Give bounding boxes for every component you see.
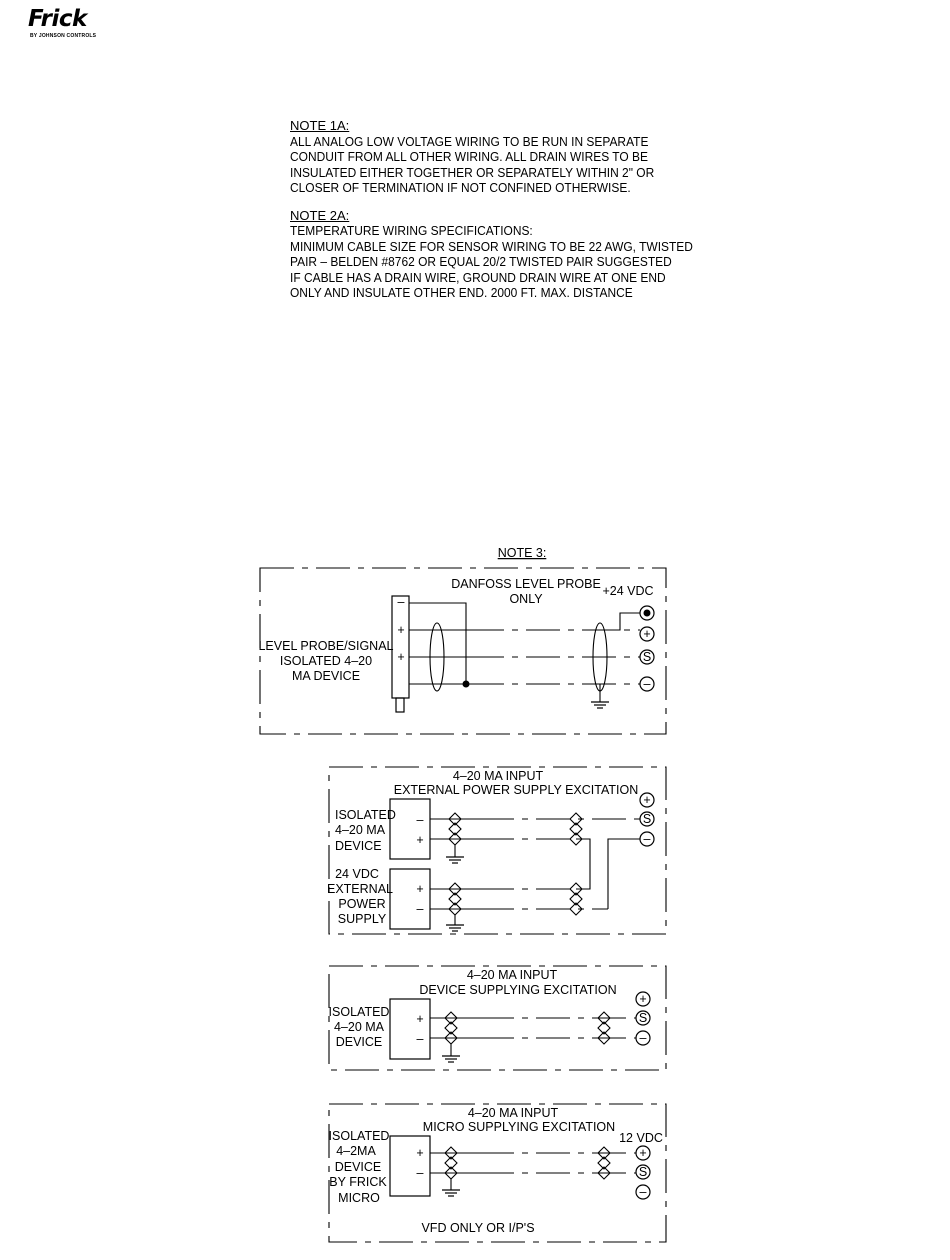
supply-pin-label: + (416, 882, 424, 896)
logo-brand: Frick (28, 6, 87, 32)
box4-footer: VFD ONLY OR I/P'S (421, 1221, 535, 1235)
box2-device-label: ISOLATED (335, 808, 396, 822)
device-pin-label: – (416, 1032, 424, 1046)
device-pin-label: – (416, 1166, 424, 1180)
note3-probe-label: DANFOSS LEVEL PROBE (451, 577, 601, 591)
note3-device-label: LEVEL PROBE/SIGNAL (258, 639, 394, 653)
note3-heading: NOTE 3: (497, 546, 547, 560)
box4-device-label: DEVICE (334, 1160, 382, 1174)
note-2a-line: ONLY AND INSULATE OTHER END. 2000 FT. MAX. DISTANCE (290, 285, 633, 300)
box3-device-label: 4–20 MA (333, 1020, 385, 1034)
logo-tagline: BY JOHNSON CONTROLS (30, 33, 97, 39)
box2-title: EXTERNAL POWER SUPPLY EXCITATION (393, 783, 639, 797)
device-pin-label: + (416, 1146, 424, 1160)
note3-device-label: MA DEVICE (291, 669, 361, 683)
note-1a-line: ALL ANALOG LOW VOLTAGE WIRING TO BE RUN IN SEPARATE (290, 133, 649, 149)
supply-pin-label: – (416, 902, 424, 916)
probe-pin-label: + (397, 650, 405, 664)
box2-device (390, 799, 430, 859)
device-pin-label: – (416, 813, 424, 827)
device-pin-label: + (416, 833, 424, 847)
box2-supply-label: POWER (338, 897, 386, 911)
note-2a-line: TEMPERATURE WIRING SPECIFICATIONS: (290, 223, 533, 238)
box3-device (390, 999, 430, 1059)
terminal-symbol: + (639, 1146, 647, 1160)
terminal-symbol: + (639, 992, 647, 1006)
probe-pin-label: – (397, 595, 405, 609)
note-2a-heading: NOTE 2A: (290, 207, 350, 223)
box3-title: DEVICE SUPPLYING EXCITATION (419, 983, 617, 997)
note-1a-heading: NOTE 1A: (290, 118, 350, 133)
level-probe-tip (396, 698, 404, 712)
box4-device-label: ISOLATED (328, 1129, 390, 1143)
terminal-symbol: – (639, 1031, 647, 1045)
note-1a-line: CLOSER OF TERMINATION IF NOT CONFINED OTHERWISE. (290, 180, 631, 195)
terminal-symbol: S (638, 1165, 648, 1179)
probe-pin-label: + (397, 623, 405, 637)
terminal-symbol: – (639, 1185, 647, 1199)
box4-device (390, 1136, 430, 1196)
box2-device-label: 4–20 MA (335, 823, 386, 837)
note3-supply-label: +24 VDC (602, 584, 654, 598)
terminal-symbol: + (643, 627, 651, 641)
micro-supply-diagram (329, 1104, 666, 1242)
box4-device-label: MICRO (338, 1191, 380, 1205)
box2-power-supply (390, 869, 430, 929)
terminal-symbol: + (643, 793, 651, 807)
box2-supply-label: SUPPLY (337, 912, 387, 926)
note3-diagram (258, 546, 666, 734)
box4-device-label: BY FRICK (329, 1175, 387, 1189)
terminal-symbol: S (642, 650, 652, 664)
note-1a-line: CONDUIT FROM ALL OTHER WIRING. ALL DRAIN WIRES TO BE (290, 149, 648, 164)
box2-supply-label: EXTERNAL (327, 882, 393, 896)
note-2a-line: IF CABLE HAS A DRAIN WIRE, GROUND DRAIN WIRE AT ONE END (290, 269, 666, 285)
note-2a-line: PAIR – BELDEN #8762 OR EQUAL 20/2 TWISTED PAIR SUGGESTED (290, 254, 672, 269)
box3-title: 4–20 MA INPUT (466, 968, 558, 982)
box3-device-label: ISOLATED (328, 1005, 390, 1019)
note-1a-line: INSULATED EITHER TOGETHER OR SEPARATELY WITHIN 2" OR (290, 164, 655, 180)
terminal-symbol: – (643, 832, 651, 846)
box4-title: 4–20 MA INPUT (467, 1106, 559, 1120)
external-supply-diagram (327, 767, 666, 934)
device-pin-label: + (416, 1012, 424, 1026)
terminal-symbol: – (643, 677, 651, 691)
box2-device-label: DEVICE (335, 839, 382, 853)
box4-title: MICRO SUPPLYING EXCITATION (422, 1120, 616, 1134)
terminal-symbol: S (638, 1011, 648, 1025)
box2-title: 4–20 MA INPUT (452, 769, 544, 783)
box2-supply-label: 24 VDC (335, 867, 379, 881)
level-probe-body (392, 596, 409, 698)
note3-device-label: ISOLATED 4–20 (279, 654, 373, 668)
box4-supply-label: 12 VDC (619, 1131, 663, 1145)
note-2a-line: MINIMUM CABLE SIZE FOR SENSOR WIRING TO BE 22 AWG, TWISTED (290, 238, 693, 254)
note3-probe-label: ONLY (509, 592, 543, 606)
box4-device-label: 4–2MA (336, 1144, 376, 1158)
device-supply-diagram (329, 966, 666, 1070)
terminal-symbol: S (642, 812, 652, 826)
box3-device-label: DEVICE (335, 1035, 383, 1049)
